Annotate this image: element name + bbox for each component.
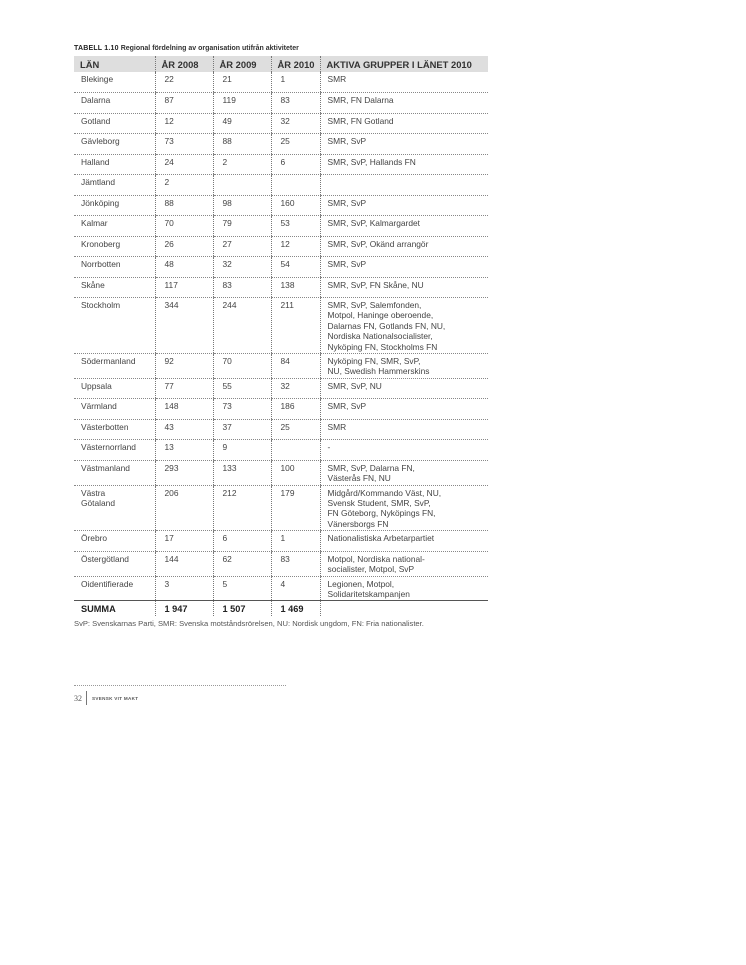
- cell-2008: 73: [155, 134, 213, 155]
- table-title: Regional fördelning av organisation utifrån aktiviteter: [120, 45, 299, 52]
- footer-rule: [74, 685, 286, 686]
- cell-2010: 138: [271, 277, 320, 298]
- cell-2010: [271, 440, 320, 461]
- cell-2009: 79: [213, 216, 271, 237]
- cell-2009: 27: [213, 236, 271, 257]
- cell-lan: Norrbotten: [74, 257, 155, 278]
- cell-groups: SMR, SvP: [320, 195, 488, 216]
- cell-2008: 24: [155, 154, 213, 175]
- table-body: [74, 72, 488, 616]
- cell-groups: SMR, SvP, Hallands FN: [320, 154, 488, 175]
- cell-lan: Dalarna: [74, 93, 155, 114]
- cell-2010: 83: [271, 551, 320, 576]
- cell-groups: SMR, SvP: [320, 134, 488, 155]
- cell-lan: Gotland: [74, 113, 155, 134]
- cell-groups: Motpol, Nordiska national- socialister, Motpol, SvP: [320, 551, 488, 576]
- table-row: [74, 277, 488, 298]
- cell-2008: 13: [155, 440, 213, 461]
- header-lan: LÄN: [74, 56, 155, 72]
- cell-2008: 77: [155, 378, 213, 399]
- table-row: [74, 216, 488, 237]
- table-row: [74, 399, 488, 420]
- cell-2009: 83: [213, 277, 271, 298]
- cell-lan: Skåne: [74, 277, 155, 298]
- cell-groups: Midgård/Kommando Väst, NU, Svensk Student, SMR, SvP, FN Göteborg, Nyköpings FN, Vänersborgs FN: [320, 485, 488, 531]
- summary-label: SUMMA: [74, 601, 155, 616]
- cell-lan: Uppsala: [74, 378, 155, 399]
- cell-groups: -: [320, 440, 488, 461]
- cell-lan: Västernorrland: [74, 440, 155, 461]
- cell-2010: 12: [271, 236, 320, 257]
- table-row: [74, 378, 488, 399]
- cell-2008: 2: [155, 175, 213, 196]
- cell-2010: 25: [271, 419, 320, 440]
- table-row: [74, 460, 488, 485]
- cell-2010: 160: [271, 195, 320, 216]
- cell-2009: 21: [213, 72, 271, 93]
- cell-2008: 88: [155, 195, 213, 216]
- summary-row: [74, 601, 488, 616]
- cell-2008: 26: [155, 236, 213, 257]
- cell-lan: Jämtland: [74, 175, 155, 196]
- cell-2010: 53: [271, 216, 320, 237]
- cell-2010: 4: [271, 576, 320, 601]
- table-row: [74, 175, 488, 196]
- cell-2009: [213, 175, 271, 196]
- table-header: [74, 56, 488, 72]
- cell-lan: Halland: [74, 154, 155, 175]
- cell-2010: 100: [271, 460, 320, 485]
- cell-groups: Nyköping FN, SMR, SvP, NU, Swedish Hammerskins: [320, 354, 488, 379]
- table-number: TABELL 1.10: [74, 45, 119, 52]
- cell-groups: SMR, SvP: [320, 399, 488, 420]
- cell-2009: 98: [213, 195, 271, 216]
- cell-lan: Värmland: [74, 399, 155, 420]
- cell-2008: 87: [155, 93, 213, 114]
- table-row: [74, 113, 488, 134]
- summary-2009: 1 507: [213, 601, 271, 616]
- table-row: [74, 440, 488, 461]
- cell-groups: SMR, SvP: [320, 257, 488, 278]
- cell-2010: 6: [271, 154, 320, 175]
- table-row: [74, 576, 488, 601]
- cell-2009: 88: [213, 134, 271, 155]
- cell-2009: 73: [213, 399, 271, 420]
- cell-2008: 92: [155, 354, 213, 379]
- cell-lan: Kalmar: [74, 216, 155, 237]
- cell-groups: [320, 175, 488, 196]
- cell-2008: 48: [155, 257, 213, 278]
- cell-groups: SMR, FN Dalarna: [320, 93, 488, 114]
- table-row: [74, 154, 488, 175]
- cell-2010: 83: [271, 93, 320, 114]
- cell-2008: 148: [155, 399, 213, 420]
- cell-groups: SMR, FN Gotland: [320, 113, 488, 134]
- cell-2009: 212: [213, 485, 271, 531]
- cell-2010: [271, 175, 320, 196]
- cell-lan: Östergötland: [74, 551, 155, 576]
- cell-groups: SMR: [320, 419, 488, 440]
- table-row: [74, 485, 488, 531]
- cell-lan: Västerbotten: [74, 419, 155, 440]
- cell-2009: 32: [213, 257, 271, 278]
- cell-groups: SMR, SvP, Dalarna FN, Västerås FN, NU: [320, 460, 488, 485]
- cell-lan: Stockholm: [74, 298, 155, 354]
- cell-lan: Västra Götaland: [74, 485, 155, 531]
- cell-2008: 293: [155, 460, 213, 485]
- cell-2009: 49: [213, 113, 271, 134]
- table-section: [74, 44, 534, 628]
- cell-groups: SMR, SvP, FN Skåne, NU: [320, 277, 488, 298]
- summary-groups: [320, 601, 488, 616]
- cell-2010: 179: [271, 485, 320, 531]
- cell-2008: 144: [155, 551, 213, 576]
- cell-2009: 37: [213, 419, 271, 440]
- cell-2010: 211: [271, 298, 320, 354]
- regional-table: [74, 56, 488, 616]
- cell-lan: Blekinge: [74, 72, 155, 93]
- cell-2010: 1: [271, 531, 320, 552]
- cell-groups: SMR: [320, 72, 488, 93]
- cell-2009: 119: [213, 93, 271, 114]
- cell-2009: 70: [213, 354, 271, 379]
- cell-groups: SMR, SvP, Salemfonden, Motpol, Haninge oberoende, Dalarnas FN, Gotlands FN, NU, Nordiska Nationalsocialister, Nyköping FN, Stockholms FN: [320, 298, 488, 354]
- cell-2008: 43: [155, 419, 213, 440]
- table-row: [74, 72, 488, 93]
- cell-groups: SMR, SvP, NU: [320, 378, 488, 399]
- footer-divider: [86, 691, 87, 705]
- summary-2010: 1 469: [271, 601, 320, 616]
- cell-lan: Örebro: [74, 531, 155, 552]
- cell-lan: Södermanland: [74, 354, 155, 379]
- header-2010: ÅR 2010: [271, 56, 320, 72]
- cell-2009: 133: [213, 460, 271, 485]
- cell-2008: 17: [155, 531, 213, 552]
- cell-lan: Oidentifierade: [74, 576, 155, 601]
- cell-2010: 54: [271, 257, 320, 278]
- page-number: 32: [74, 693, 82, 703]
- table-row: [74, 298, 488, 354]
- cell-groups: SMR, SvP, Okänd arrangör: [320, 236, 488, 257]
- cell-2008: 12: [155, 113, 213, 134]
- table-row: [74, 93, 488, 114]
- table-row: [74, 419, 488, 440]
- table-caption: [74, 44, 534, 53]
- summary-2008: 1 947: [155, 601, 213, 616]
- table-row: [74, 236, 488, 257]
- table-row: [74, 257, 488, 278]
- cell-lan: Kronoberg: [74, 236, 155, 257]
- page-footer: [74, 691, 138, 705]
- cell-2010: 84: [271, 354, 320, 379]
- cell-lan: Gävleborg: [74, 134, 155, 155]
- cell-2008: 206: [155, 485, 213, 531]
- header-groups: AKTIVA GRUPPER I LÄNET 2010: [320, 56, 488, 72]
- cell-2010: 1: [271, 72, 320, 93]
- table-row: [74, 354, 488, 379]
- cell-2010: 186: [271, 399, 320, 420]
- cell-2009: 62: [213, 551, 271, 576]
- cell-2009: 55: [213, 378, 271, 399]
- cell-2009: 2: [213, 154, 271, 175]
- table-row: [74, 531, 488, 552]
- cell-2008: 117: [155, 277, 213, 298]
- cell-2008: 70: [155, 216, 213, 237]
- header-2009: ÅR 2009: [213, 56, 271, 72]
- cell-groups: Nationalistiska Arbetarpartiet: [320, 531, 488, 552]
- cell-2010: 25: [271, 134, 320, 155]
- cell-groups: Legionen, Motpol, Solidaritetskampanjen: [320, 576, 488, 601]
- cell-2008: 3: [155, 576, 213, 601]
- running-title: SVENSK VIT MAKT: [92, 695, 139, 701]
- table-row: [74, 134, 488, 155]
- table-footnote: SvP: Svenskarnas Parti, SMR: Svenska motståndsrörelsen, NU: Nordisk ungdom, FN: Fria nationalister.: [74, 618, 424, 628]
- table-row: [74, 195, 488, 216]
- cell-2010: 32: [271, 378, 320, 399]
- cell-2009: 6: [213, 531, 271, 552]
- cell-2009: 5: [213, 576, 271, 601]
- table-row: [74, 551, 488, 576]
- cell-2010: 32: [271, 113, 320, 134]
- cell-lan: Västmanland: [74, 460, 155, 485]
- cell-2008: 22: [155, 72, 213, 93]
- cell-2009: 9: [213, 440, 271, 461]
- header-2008: ÅR 2008: [155, 56, 213, 72]
- cell-2009: 244: [213, 298, 271, 354]
- cell-lan: Jönköping: [74, 195, 155, 216]
- cell-2008: 344: [155, 298, 213, 354]
- cell-groups: SMR, SvP, Kalmargardet: [320, 216, 488, 237]
